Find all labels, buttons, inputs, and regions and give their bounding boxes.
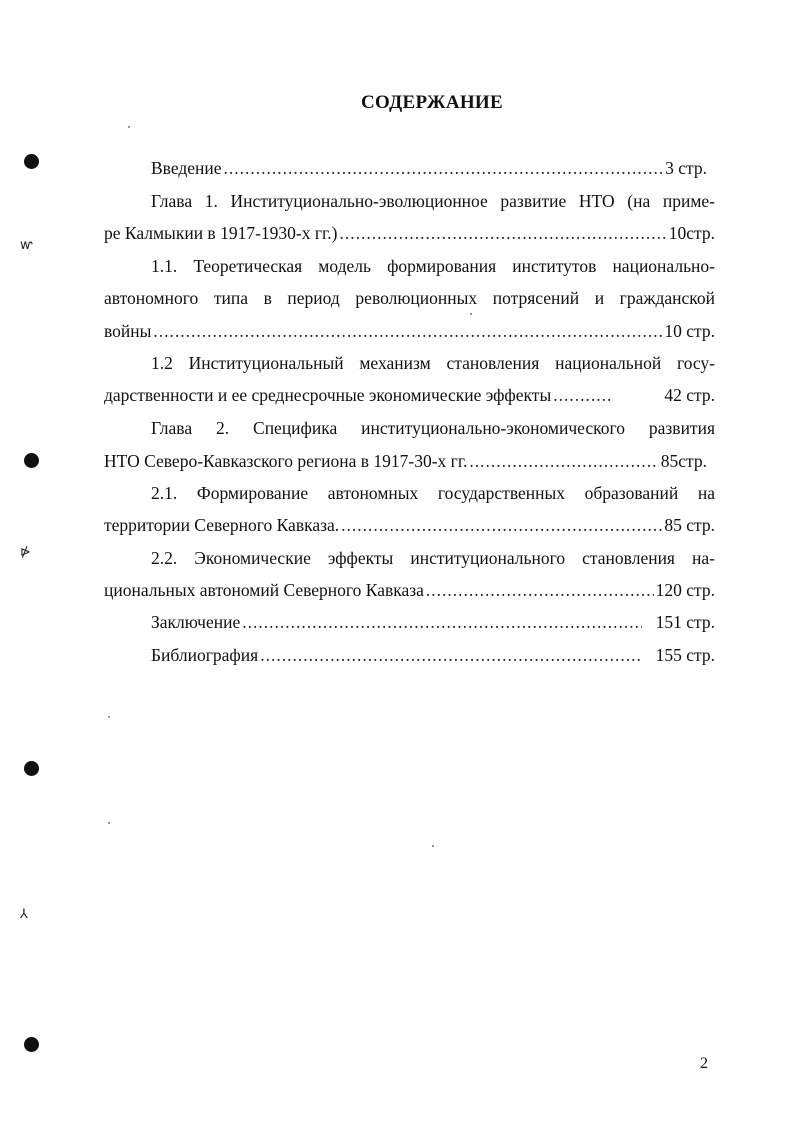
toc-page: 151 стр. — [655, 612, 715, 632]
toc-leader — [153, 321, 662, 341]
toc-label: НТО Северо-Кавказского региона в 1917-30-х гг. — [104, 451, 468, 471]
toc-label: территории Северного Кавказа. — [104, 515, 340, 535]
toc-entry-s12-line1: 1.2 Институциональный механизм становления национальной госу- — [151, 353, 715, 373]
toc-leader — [224, 158, 664, 178]
toc-leader — [341, 515, 662, 535]
toc-label: Заключение — [151, 612, 241, 632]
scan-speck — [432, 845, 434, 847]
scan-mark-icon: ⅄ — [20, 907, 28, 922]
toc-page: 155 стр. — [655, 645, 715, 665]
toc-entry-bibliography — [151, 645, 715, 665]
page-number: 2 — [700, 1055, 708, 1072]
scan-speck — [108, 716, 110, 718]
toc-entry-ch2-line1: Глава 2. Специфика институционально-экономического развития — [151, 418, 715, 438]
toc-leader — [242, 612, 641, 632]
binder-hole — [24, 1037, 39, 1052]
toc-leader — [426, 580, 654, 600]
scan-speck — [108, 822, 110, 824]
toc-entry-ch1-line1: Глава 1. Институционально-эволюционное развитие НТО (на приме- — [151, 191, 715, 211]
toc-entry-intro — [151, 158, 707, 178]
toc-entry-s11-line1: 1.1. Теоретическая модель формирования институтов национально- — [151, 256, 715, 276]
toc-entry-s11-line2: автономного типа в период революционных потрясений и гражданской — [104, 288, 715, 308]
page-title: СОДЕРЖАНИЕ — [361, 92, 503, 113]
toc-leader — [339, 223, 666, 243]
toc-entry-ch1 — [104, 223, 715, 243]
toc-label: ре Калмыкии в 1917-1930-х гг.) — [104, 223, 338, 243]
toc-page: 42 стр. — [664, 385, 715, 405]
toc-page: 85стр. — [660, 451, 707, 471]
toc-leader — [553, 385, 613, 405]
toc-entry-s22-line1: 2.2. Экономические эффекты институционального становления на- — [151, 548, 715, 568]
toc-page: 10 стр. — [664, 321, 715, 341]
toc-page: 3 стр. — [665, 158, 707, 178]
toc-label: Библиография — [151, 645, 259, 665]
toc-leader — [260, 645, 641, 665]
toc-page: 120 стр. — [655, 580, 715, 600]
toc-entry-conclusion — [151, 612, 715, 632]
toc-entry-s21 — [104, 515, 715, 535]
scan-speck — [128, 126, 130, 128]
toc-leader — [469, 451, 658, 471]
toc-entry-s22 — [104, 580, 715, 600]
toc-label: дарственности и ее среднесрочные экономические эффекты — [104, 385, 552, 405]
scan-speck — [470, 313, 472, 315]
toc-entry-s12 — [104, 385, 715, 405]
binder-hole — [24, 453, 39, 468]
toc-label: циональных автономий Северного Кавказа — [104, 580, 424, 600]
toc-entry-s21-line1: 2.1. Формирование автономных государственных образований на — [151, 483, 715, 503]
binder-hole — [24, 761, 39, 776]
toc-entry-ch2 — [104, 451, 707, 471]
toc-entry-s11 — [104, 321, 715, 341]
toc-label: Введение — [151, 158, 222, 178]
scan-mark-icon: ⋫ — [20, 545, 31, 560]
toc-page: 10стр. — [668, 223, 715, 243]
binder-hole — [24, 154, 39, 169]
scan-mark-icon: ⱳ — [20, 238, 33, 253]
toc-page: 85 стр. — [664, 515, 715, 535]
toc-label: войны — [104, 321, 152, 341]
